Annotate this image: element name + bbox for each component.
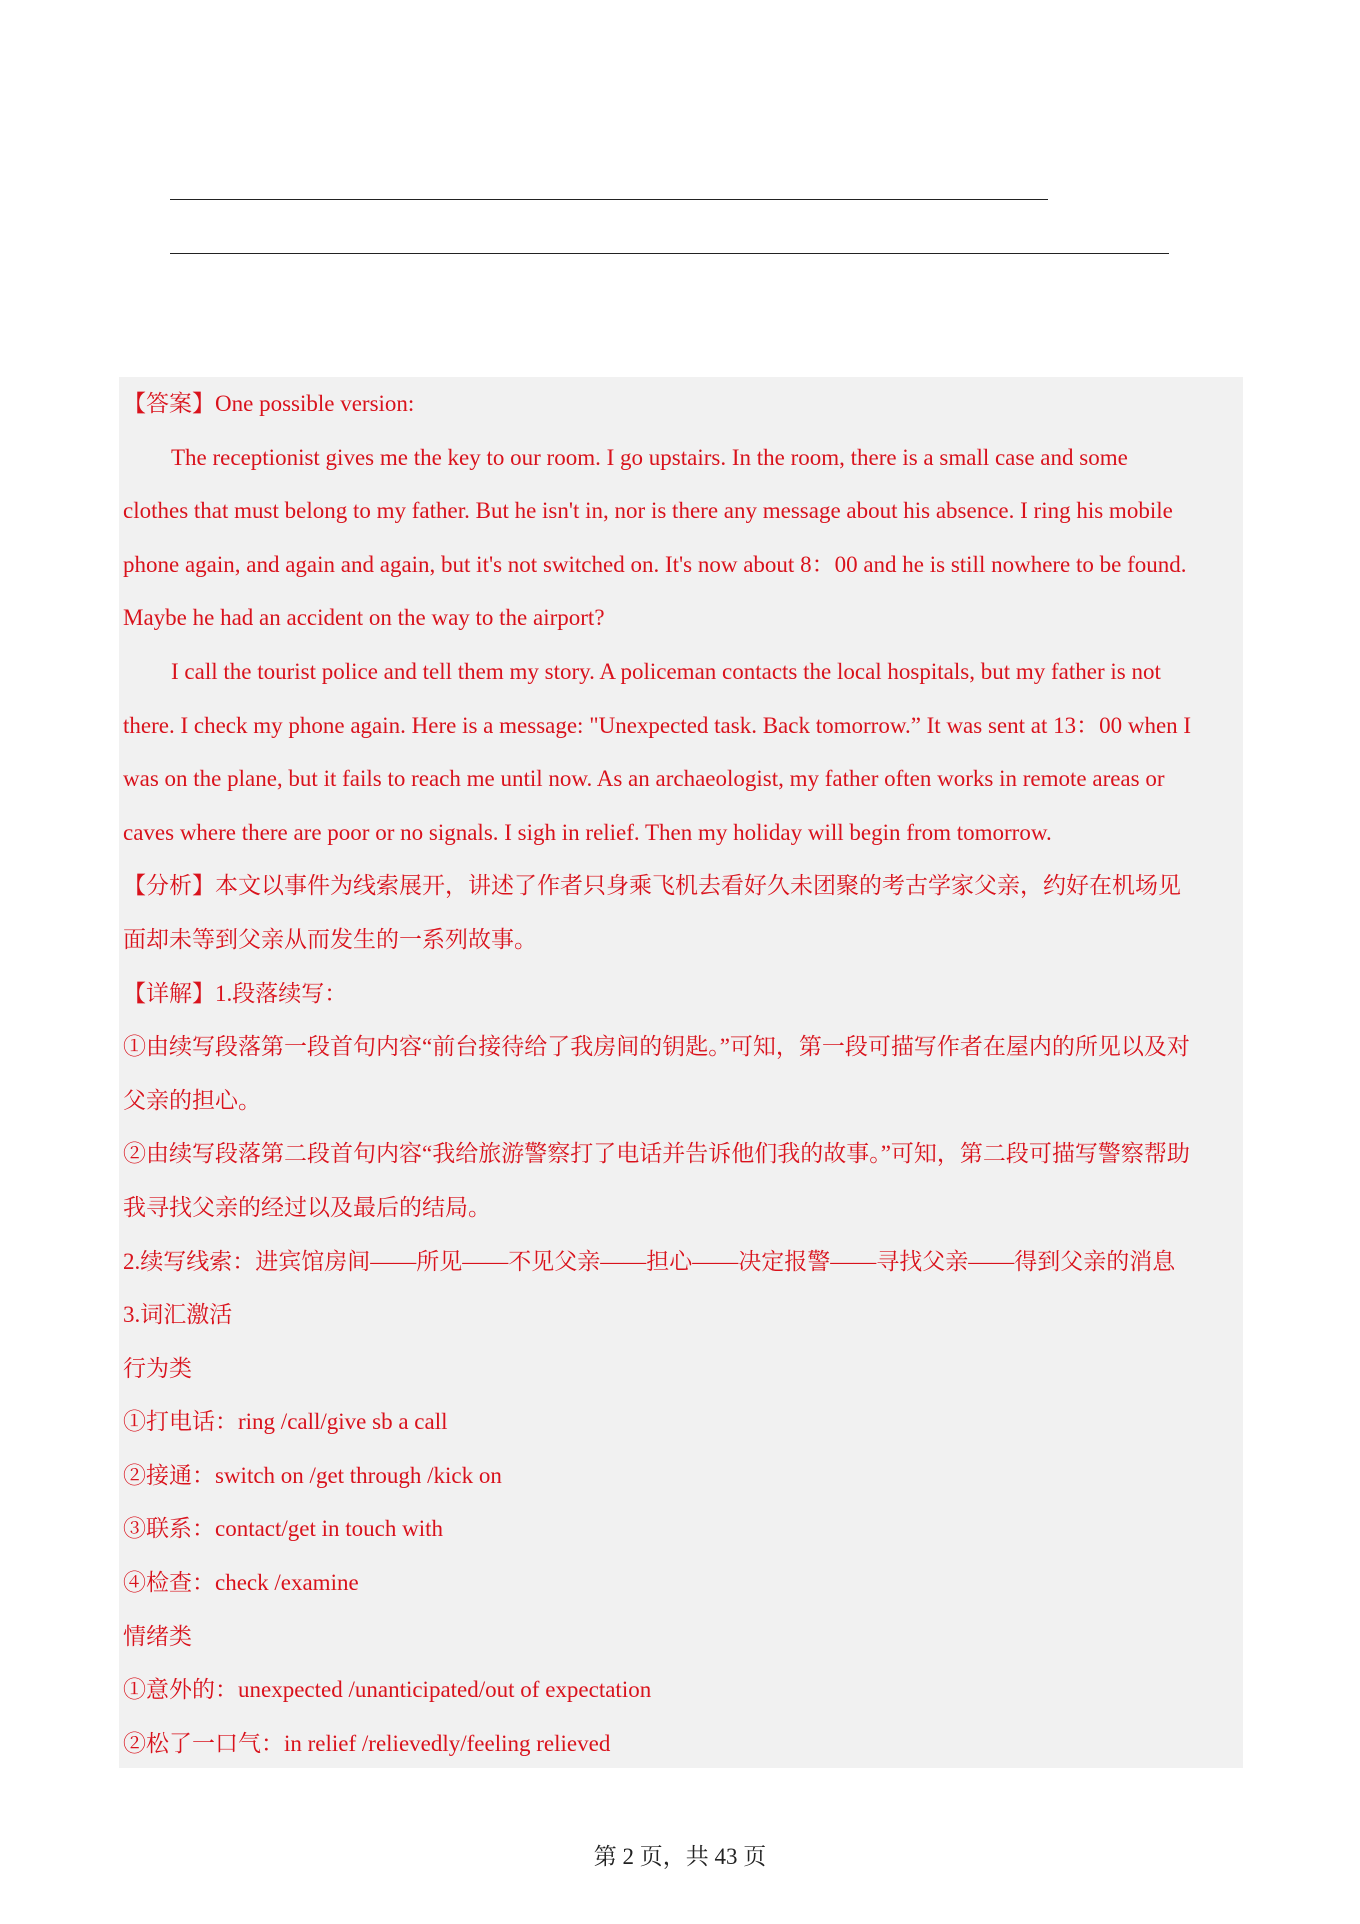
answer-intro: One possible version: [215,391,415,416]
detail-line: ②接通：switch on /get through /kick on [123,1462,502,1488]
detail-line: ④检查：check /examine [123,1570,359,1596]
essay-line: I call the tourist police and tell them my story. A policeman contacts the local hospitals, but my father is not [171,658,1161,684]
analysis-line: 面却未等到父亲从而发生的一系列故事。 [123,926,537,952]
detail-line: ②由续写段落第二段首句内容“我给旅游警察打了电话并告诉他们我的故事。”可知，第二段可描写警察帮助 [123,1141,1190,1167]
detail-line: 父亲的担心。 [123,1087,261,1113]
essay-line: phone again, and again and again, but it's not switched on. It's now about 8：00 and he is still nowhere to be found. [123,551,1187,577]
essay-line: Maybe he had an accident on the way to the airport? [123,605,605,631]
page-footer: 第 2 页，共 43 页 [593,1844,767,1869]
detail-line: ①意外的：unexpected /unanticipated/out of expectation [123,1677,652,1703]
essay-line: The receptionist gives me the key to our room. I go upstairs. In the room, there is a small case and some [171,444,1128,470]
answer-label: 【答案】 [123,391,215,416]
detail-line: 情绪类 [123,1623,192,1649]
detail-line: 行为类 [123,1355,192,1381]
answer-content [123,377,1243,1770]
detail-line: 3.词汇激活 [123,1302,233,1328]
detail-line: 【详解】1.段落续写： [123,980,348,1006]
detail-line: ②松了一口气：in relief /relievedly/feeling relieved [123,1730,611,1756]
detail-line: 我寻找父亲的经过以及最后的结局。 [123,1194,491,1220]
detail-line: ①打电话：ring /call/give sb a call [123,1409,448,1435]
essay-line: there. I check my phone again. Here is a message: "Unexpected task. Back tomorrow.” It was sent at 13：00 when I [123,712,1192,738]
answer-blank-line-2 [170,253,1169,254]
analysis-line: 【分析】本文以事件为线索展开，讲述了作者只身乘飞机去看好久未团聚的考古学家父亲，约好在机场见 [123,873,1181,899]
answer-blank-line-1 [170,199,1048,200]
essay-line: clothes that must belong to my father. But he isn't in, nor is there any message about his absence. I ring his mobile [123,498,1173,524]
essay-line: caves where there are poor or no signals. I sigh in relief. Then my holiday will begin from tomorrow. [123,819,1052,845]
detail-line: 2.续写线索：进宾馆房间——所见——不见父亲——担心——决定报警——寻找父亲——得到父亲的消息 [123,1248,1176,1274]
detail-line: ③联系：contact/get in touch with [123,1516,444,1542]
essay-line: was on the plane, but it fails to reach me until now. As an archaeologist, my father often works in remote areas or [123,766,1165,792]
detail-line: ①由续写段落第一段首句内容“前台接待给了我房间的钥匙。”可知，第一段可描写作者在屋内的所见以及对 [123,1034,1190,1060]
answer-heading [123,377,1243,431]
